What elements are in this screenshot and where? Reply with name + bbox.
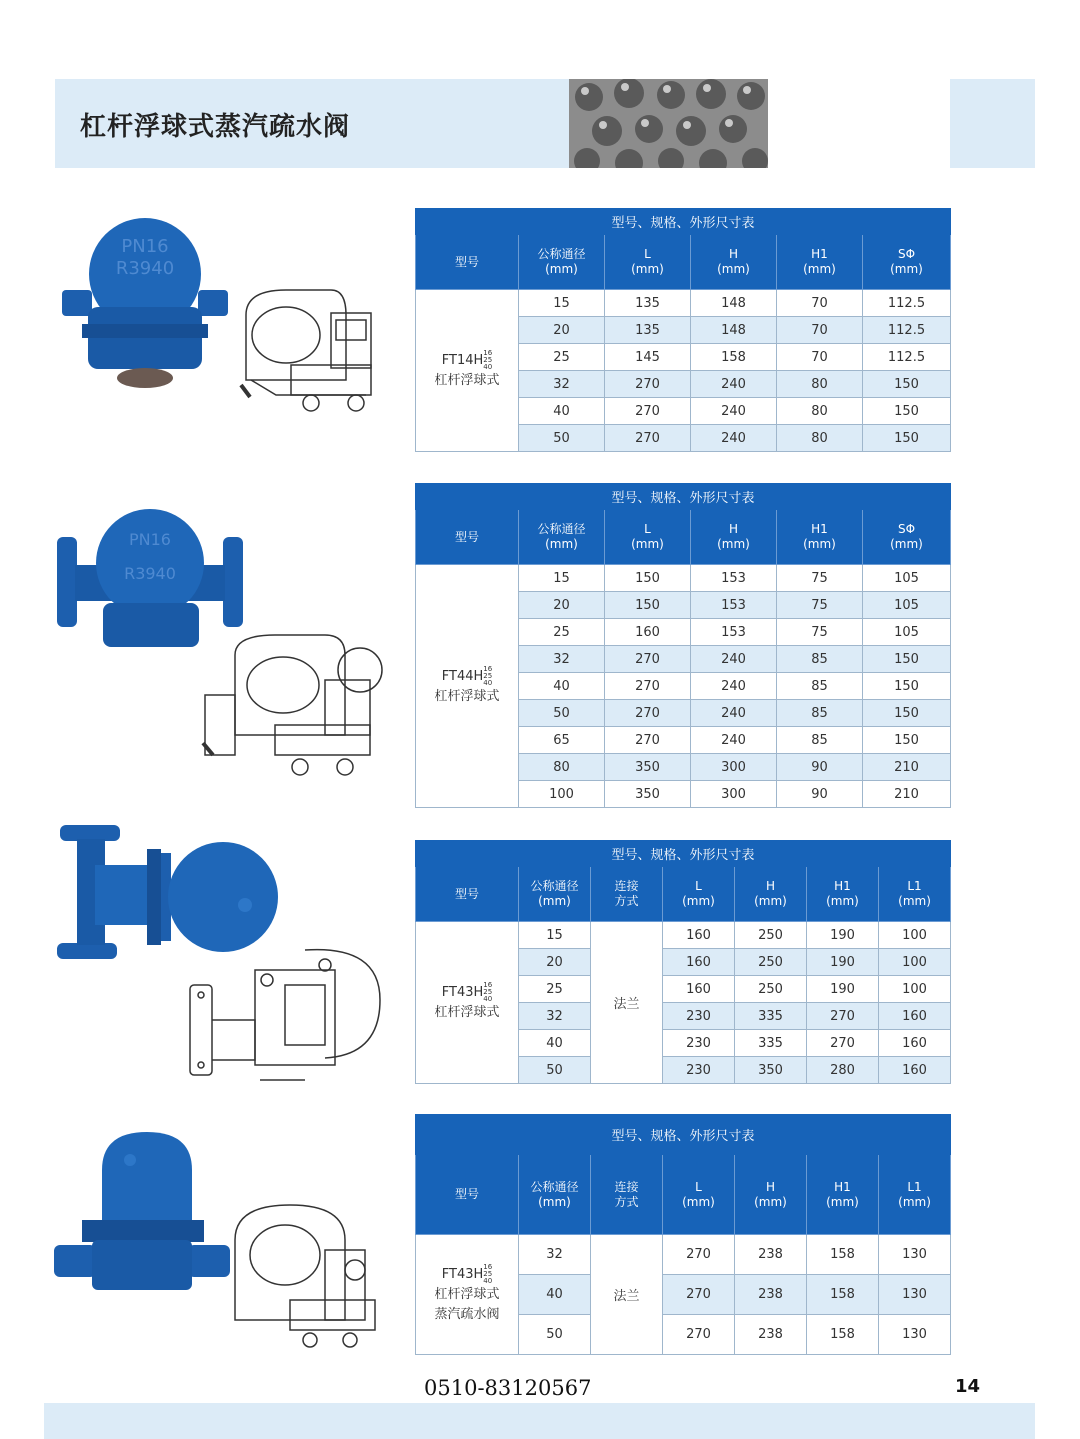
table-cell: 240 xyxy=(691,646,777,673)
table-cell: 270 xyxy=(605,646,691,673)
col-header-h1: H1 (mm) xyxy=(777,510,863,565)
table-cell: 270 xyxy=(807,1003,879,1030)
col-header-h: H (mm) xyxy=(735,867,807,922)
table-cell: 90 xyxy=(777,754,863,781)
table-cell: 335 xyxy=(735,1003,807,1030)
table-cell: 85 xyxy=(777,700,863,727)
model-name: FT14H xyxy=(441,353,484,368)
spec-table-ft14h xyxy=(415,208,951,452)
table-cell: 135 xyxy=(605,290,691,317)
table-cell: 70 xyxy=(777,344,863,371)
table-cell: 150 xyxy=(863,425,951,452)
table-cell: 80 xyxy=(777,398,863,425)
table-cell: 25 xyxy=(519,619,605,646)
col-header-model: 型号 xyxy=(416,867,519,922)
table-cell: 135 xyxy=(605,317,691,344)
table-cell: 150 xyxy=(863,371,951,398)
valve-drawing-ft14h xyxy=(236,285,386,420)
table-cell: 238 xyxy=(735,1315,807,1355)
table-caption: 型号、规格、外形尺寸表 xyxy=(416,209,951,235)
table-cell: 130 xyxy=(879,1275,951,1315)
valve-drawing-ft44h xyxy=(195,625,385,785)
table-cell: 50 xyxy=(519,425,605,452)
table-cell: 270 xyxy=(663,1275,735,1315)
table-cell: 230 xyxy=(663,1030,735,1057)
table-cell: 153 xyxy=(691,619,777,646)
table-cell: 50 xyxy=(519,1315,591,1355)
table-cell: 270 xyxy=(663,1315,735,1355)
table-cell: 105 xyxy=(863,592,951,619)
spec-table-ft43h-b xyxy=(415,1114,951,1355)
col-header-l: L (mm) xyxy=(663,867,735,922)
table-cell: 240 xyxy=(691,727,777,754)
model-cell xyxy=(416,565,519,808)
table-caption: 型号、规格、外形尺寸表 xyxy=(416,1115,951,1155)
col-header-h: H (mm) xyxy=(691,235,777,290)
table-cell: 270 xyxy=(605,425,691,452)
table-cell: 80 xyxy=(519,754,605,781)
table-cell: 150 xyxy=(863,673,951,700)
table-cell: 112.5 xyxy=(863,317,951,344)
table-cell: 210 xyxy=(863,754,951,781)
model-desc: 杠杆浮球式 蒸汽疏水阀 xyxy=(434,1287,500,1322)
footer-band xyxy=(44,1403,1035,1439)
col-header-model: 型号 xyxy=(416,235,519,290)
table-cell: 210 xyxy=(863,781,951,808)
table-cell: 270 xyxy=(605,700,691,727)
col-header-h1: H1 (mm) xyxy=(807,1155,879,1235)
table-cell: 350 xyxy=(605,754,691,781)
table-cell: 15 xyxy=(519,922,591,949)
table-cell: 158 xyxy=(691,344,777,371)
table-cell: 32 xyxy=(519,1003,591,1030)
spec-table-ft43h-a xyxy=(415,840,951,1084)
svg-text:R3940: R3940 xyxy=(124,564,176,583)
table-cell: 238 xyxy=(735,1235,807,1275)
table-cell: 20 xyxy=(519,317,605,344)
model-name: FT44H xyxy=(441,668,484,684)
table-cell: 350 xyxy=(735,1057,807,1084)
table-cell: 40 xyxy=(519,1275,591,1315)
col-header-sphi: SΦ (mm) xyxy=(863,235,951,290)
table-cell: 100 xyxy=(879,922,951,949)
table-cell: 85 xyxy=(777,727,863,754)
table-cell: 148 xyxy=(691,317,777,344)
table-cell: 100 xyxy=(519,781,605,808)
page-title: 杠杆浮球式蒸汽疏水阀 xyxy=(80,112,351,142)
col-header-l: L (mm) xyxy=(663,1155,735,1235)
table-caption: 型号、规格、外形尺寸表 xyxy=(416,841,951,867)
col-header-dn: 公称通径 (mm) xyxy=(519,235,605,290)
col-header-h1: H1 (mm) xyxy=(777,235,863,290)
col-header-model: 型号 xyxy=(416,510,519,565)
col-header-l1: L1 (mm) xyxy=(879,867,951,922)
phone-number: 0510-83120567 xyxy=(424,1376,592,1400)
col-header-l1: L1 (mm) xyxy=(879,1155,951,1235)
valve-drawing-ft43h-a xyxy=(185,940,385,1090)
connection-cell: 法兰 xyxy=(591,1235,663,1355)
table-cell: 15 xyxy=(519,290,605,317)
table-cell: 238 xyxy=(735,1275,807,1315)
table-cell: 350 xyxy=(605,781,691,808)
header-product-photo xyxy=(569,79,768,168)
col-header-dn: 公称通径 (mm) xyxy=(519,867,591,922)
table-cell: 280 xyxy=(807,1057,879,1084)
table-cell: 25 xyxy=(519,976,591,1003)
table-cell: 100 xyxy=(879,976,951,1003)
table-cell: 160 xyxy=(663,976,735,1003)
table-cell: 270 xyxy=(605,398,691,425)
table-cell: 40 xyxy=(519,673,605,700)
table-cell: 85 xyxy=(777,646,863,673)
table-cell: 150 xyxy=(605,565,691,592)
table-cell: 90 xyxy=(777,781,863,808)
table-cell: 32 xyxy=(519,371,605,398)
table-cell: 75 xyxy=(777,619,863,646)
table-cell: 105 xyxy=(863,565,951,592)
table-cell: 15 xyxy=(519,565,605,592)
valve-photo-ft43h-b xyxy=(52,1130,232,1300)
header-gap xyxy=(768,79,950,168)
table-cell: 70 xyxy=(777,290,863,317)
table-cell: 335 xyxy=(735,1030,807,1057)
svg-text:PN16: PN16 xyxy=(121,236,169,257)
table-cell: 300 xyxy=(691,781,777,808)
table-cell: 160 xyxy=(879,1003,951,1030)
model-cell xyxy=(416,1235,519,1355)
table-cell: 190 xyxy=(807,949,879,976)
table-cell: 20 xyxy=(519,592,605,619)
table-cell: 240 xyxy=(691,700,777,727)
table-cell: 160 xyxy=(605,619,691,646)
table-cell: 130 xyxy=(879,1315,951,1355)
valve-photo-ft14h xyxy=(60,212,230,392)
table-cell: 40 xyxy=(519,398,605,425)
table-cell: 270 xyxy=(605,727,691,754)
table-cell: 230 xyxy=(663,1057,735,1084)
table-cell: 158 xyxy=(807,1315,879,1355)
table-cell: 112.5 xyxy=(863,344,951,371)
pressure-classes: 16 25 40 xyxy=(483,349,493,371)
table-cell: 20 xyxy=(519,949,591,976)
table-cell: 240 xyxy=(691,673,777,700)
model-name: FT43H xyxy=(441,985,484,1000)
table-cell: 270 xyxy=(605,371,691,398)
pressure-classes: 16 25 40 xyxy=(483,1263,493,1285)
table-cell: 25 xyxy=(519,344,605,371)
table-cell: 105 xyxy=(863,619,951,646)
table-cell: 85 xyxy=(777,673,863,700)
connection-cell: 法兰 xyxy=(591,922,663,1084)
table-cell: 145 xyxy=(605,344,691,371)
spec-table-ft44h xyxy=(415,483,951,808)
table-cell: 160 xyxy=(663,949,735,976)
col-header-h: H (mm) xyxy=(735,1155,807,1235)
table-cell: 130 xyxy=(879,1235,951,1275)
table-cell: 150 xyxy=(863,646,951,673)
table-cell: 50 xyxy=(519,700,605,727)
table-cell: 112.5 xyxy=(863,290,951,317)
table-cell: 240 xyxy=(691,425,777,452)
table-cell: 153 xyxy=(691,565,777,592)
table-cell: 160 xyxy=(663,922,735,949)
model-desc: 杠杆浮球式 xyxy=(434,373,500,388)
table-cell: 240 xyxy=(691,371,777,398)
table-cell: 65 xyxy=(519,727,605,754)
table-caption: 型号、规格、外形尺寸表 xyxy=(416,484,951,510)
pressure-classes: 16 25 40 xyxy=(483,981,493,1003)
table-cell: 158 xyxy=(807,1235,879,1275)
table-cell: 240 xyxy=(691,398,777,425)
col-header-l: L (mm) xyxy=(605,235,691,290)
table-cell: 190 xyxy=(807,922,879,949)
table-cell: 100 xyxy=(879,949,951,976)
model-desc: 杠杆浮球式 xyxy=(434,688,500,704)
col-header-dn: 公称通径 (mm) xyxy=(519,1155,591,1235)
table-cell: 190 xyxy=(807,976,879,1003)
table-cell: 150 xyxy=(605,592,691,619)
table-cell: 150 xyxy=(863,398,951,425)
table-cell: 40 xyxy=(519,1030,591,1057)
table-cell: 70 xyxy=(777,317,863,344)
table-cell: 300 xyxy=(691,754,777,781)
table-cell: 32 xyxy=(519,1235,591,1275)
col-header-h1: H1 (mm) xyxy=(807,867,879,922)
table-cell: 270 xyxy=(807,1030,879,1057)
table-cell: 270 xyxy=(605,673,691,700)
table-cell: 50 xyxy=(519,1057,591,1084)
table-cell: 230 xyxy=(663,1003,735,1030)
model-cell xyxy=(416,922,519,1084)
valve-drawing-ft43h-b xyxy=(230,1200,380,1350)
table-cell: 270 xyxy=(663,1235,735,1275)
col-header-model: 型号 xyxy=(416,1155,519,1235)
model-cell xyxy=(416,290,519,452)
table-cell: 160 xyxy=(879,1057,951,1084)
svg-text:R3940: R3940 xyxy=(115,258,175,279)
table-cell: 160 xyxy=(879,1030,951,1057)
col-header-h: H (mm) xyxy=(691,510,777,565)
col-header-sphi: SΦ (mm) xyxy=(863,510,951,565)
table-cell: 75 xyxy=(777,565,863,592)
table-cell: 150 xyxy=(863,727,951,754)
table-cell: 75 xyxy=(777,592,863,619)
table-cell: 158 xyxy=(807,1275,879,1315)
table-cell: 250 xyxy=(735,949,807,976)
table-cell: 148 xyxy=(691,290,777,317)
col-header-l: L (mm) xyxy=(605,510,691,565)
table-cell: 250 xyxy=(735,976,807,1003)
col-header-connection: 连接 方式 xyxy=(591,867,663,922)
model-name: FT43H xyxy=(441,1267,484,1282)
model-desc: 杠杆浮球式 xyxy=(434,1005,500,1020)
col-header-dn: 公称通径 (mm) xyxy=(519,510,605,565)
table-cell: 153 xyxy=(691,592,777,619)
page-number: 14 xyxy=(955,1376,981,1397)
table-cell: 32 xyxy=(519,646,605,673)
table-cell: 150 xyxy=(863,700,951,727)
table-cell: 80 xyxy=(777,371,863,398)
pressure-classes: 16 25 40 xyxy=(483,664,493,687)
table-cell: 80 xyxy=(777,425,863,452)
col-header-connection: 连接 方式 xyxy=(591,1155,663,1235)
svg-text:PN16: PN16 xyxy=(129,530,171,549)
table-cell: 250 xyxy=(735,922,807,949)
